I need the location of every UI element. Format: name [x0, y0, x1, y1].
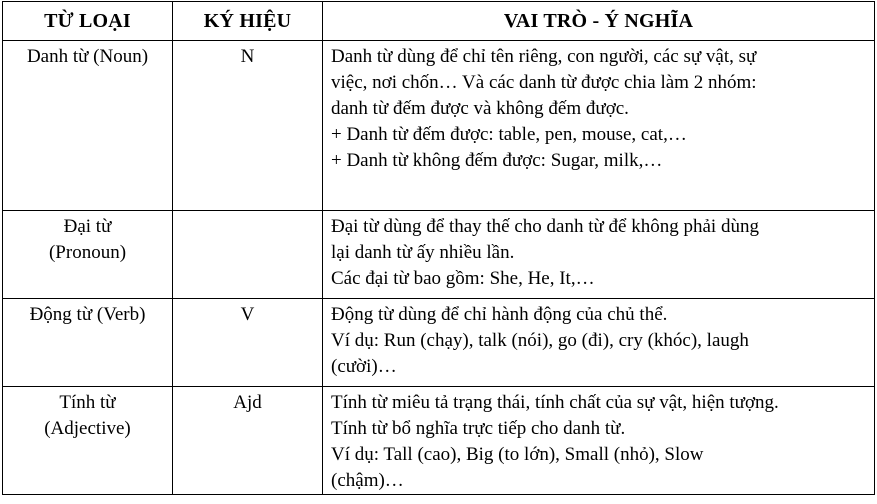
role-line: lại danh từ ấy nhiều lần.: [331, 242, 515, 263]
symbol-cell: V: [173, 299, 323, 387]
header-word-type: TỪ LOẠI: [3, 2, 173, 41]
role-line: danh từ đếm được và không đếm được.: [331, 98, 629, 119]
word-type-cell: [3, 387, 173, 495]
header-role: VAI TRÒ - Ý NGHĨA: [323, 2, 875, 41]
symbol-cell: N: [173, 41, 323, 211]
parts-of-speech-table: [2, 1, 875, 495]
role-line: việc, nơi chốn… Và các danh từ được chia làm 2 nhóm:: [331, 72, 757, 93]
word-type-line: (Pronoun): [48, 242, 127, 263]
table-row: [3, 299, 875, 387]
role-line: (cười)…: [331, 356, 397, 377]
table-row: [3, 387, 875, 495]
role-cell: [323, 387, 875, 495]
role-line: + Danh từ không đếm được: Sugar, milk,…: [331, 150, 663, 171]
role-line: Các đại từ bao gồm: She, He, It,…: [331, 268, 595, 289]
role-line: Danh từ dùng để chỉ tên riêng, con người, các sự vật, sự: [331, 46, 757, 67]
role-line: Tính từ bổ nghĩa trực tiếp cho danh từ.: [331, 418, 626, 439]
word-type-cell: [3, 299, 173, 387]
word-type-cell: [3, 41, 173, 211]
table-row: [3, 41, 875, 211]
role-cell: [323, 211, 875, 299]
word-type-line: Đại từ: [63, 216, 112, 237]
role-line: Đại từ dùng để thay thế cho danh từ để không phải dùng: [331, 216, 759, 237]
symbol-cell: Ajd: [173, 387, 323, 495]
word-type-line: Danh từ (Noun): [26, 46, 149, 67]
symbol-cell: [173, 211, 323, 299]
role-line: (chậm)…: [331, 470, 404, 491]
role-cell: [323, 299, 875, 387]
role-line: Tính từ miêu tả trạng thái, tính chất của sự vật, hiện tượng.: [331, 392, 779, 413]
role-line: Động từ dùng để chỉ hành động của chủ thể.: [331, 304, 668, 325]
word-type-line: (Adjective): [44, 418, 131, 439]
header-symbol: KÝ HIỆU: [173, 2, 323, 41]
role-line: + Danh từ đếm được: table, pen, mouse, cat,…: [331, 124, 687, 145]
word-type-cell: [3, 211, 173, 299]
word-type-line: Động từ (Verb): [29, 304, 146, 325]
word-type-line: Tính từ: [59, 392, 116, 413]
role-line: Ví dụ: Tall (cao), Big (to lớn), Small (nhỏ), Slow: [331, 444, 704, 465]
role-line: Ví dụ: Run (chạy), talk (nói), go (đi), cry (khóc), laugh: [331, 330, 749, 351]
table-row: [3, 211, 875, 299]
table-header-row: [3, 2, 875, 41]
role-cell: [323, 41, 875, 211]
